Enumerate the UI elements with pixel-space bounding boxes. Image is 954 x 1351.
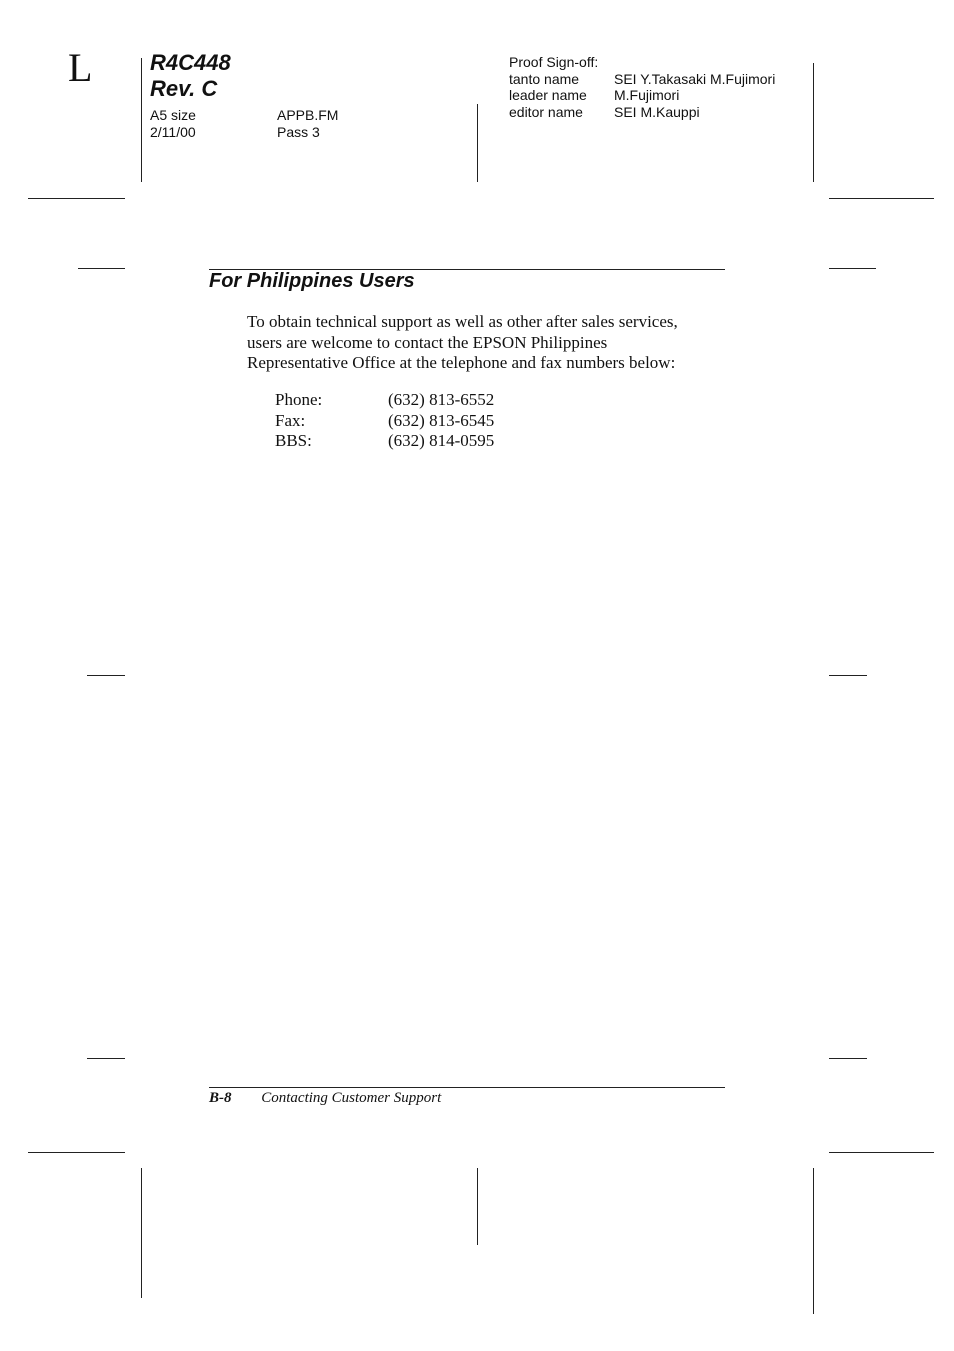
proof-key: leader name <box>509 87 587 103</box>
proof-value: SEI Y.Takasaki M.Fujimori <box>614 70 776 87</box>
crop-mark-horizontal <box>28 198 125 199</box>
revision-label: Rev. C <box>150 76 218 101</box>
crop-mark-vertical <box>141 58 142 182</box>
crop-mark-vertical <box>813 1168 814 1314</box>
proof-row <box>509 104 775 121</box>
body-paragraph <box>247 312 727 374</box>
body-line: To obtain technical support as well as other after sales services, <box>247 312 678 331</box>
model-code: R4C448 <box>150 50 231 75</box>
page-footer <box>209 1090 441 1107</box>
crop-mark-vertical <box>813 63 814 182</box>
proof-key: editor name <box>509 103 583 120</box>
file-name: APPB.FM <box>277 107 339 123</box>
crop-mark-horizontal <box>829 1058 867 1059</box>
proof-row <box>509 71 775 88</box>
proof-title: Proof Sign-off: <box>509 54 599 70</box>
contact-row-phone <box>275 390 494 411</box>
pass-number: Pass 3 <box>277 123 320 140</box>
crop-mark-horizontal <box>28 1152 125 1153</box>
proof-row <box>509 87 775 104</box>
contact-label: BBS: <box>275 431 312 451</box>
page-side-letter: L <box>68 45 93 90</box>
section-heading: For Philippines Users <box>209 270 415 292</box>
crop-mark-horizontal <box>829 268 876 269</box>
crop-mark-vertical <box>141 1168 142 1298</box>
crop-mark-horizontal <box>829 1152 934 1153</box>
proof-value: M.Fujimori <box>614 87 680 103</box>
chapter-title: Contacting Customer Support <box>261 1090 442 1106</box>
footer-rule <box>209 1087 725 1088</box>
date: 2/11/00 <box>150 123 196 140</box>
crop-mark-horizontal <box>829 675 867 676</box>
contact-label: Phone: <box>275 390 323 409</box>
body-line: users are welcome to contact the EPSON Philippines <box>247 332 608 352</box>
meta-right <box>277 107 338 140</box>
contact-label: Fax: <box>275 410 306 430</box>
contact-value: (632) 814-0595 <box>388 431 495 451</box>
contact-value: (632) 813-6545 <box>388 410 495 430</box>
crop-mark-horizontal <box>829 198 934 199</box>
contact-row-bbs <box>275 431 494 452</box>
meta-left <box>150 107 270 140</box>
page-size: A5 size <box>150 107 196 123</box>
crop-mark-vertical <box>477 1168 478 1245</box>
crop-mark-vertical <box>477 104 478 182</box>
crop-mark-horizontal <box>78 268 125 269</box>
proof-sign-off <box>509 54 775 120</box>
contact-list <box>275 390 494 452</box>
proof-value: SEI M.Kauppi <box>614 103 700 120</box>
contact-row-fax <box>275 411 494 432</box>
crop-mark-horizontal <box>87 675 125 676</box>
contact-value: (632) 813-6552 <box>388 390 495 409</box>
crop-mark-horizontal <box>87 1058 125 1059</box>
body-line: Representative Office at the telephone and fax numbers below: <box>247 353 676 373</box>
proof-key: tanto name <box>509 70 580 87</box>
page-number: B-8 <box>209 1090 232 1106</box>
model-revision <box>150 50 231 102</box>
